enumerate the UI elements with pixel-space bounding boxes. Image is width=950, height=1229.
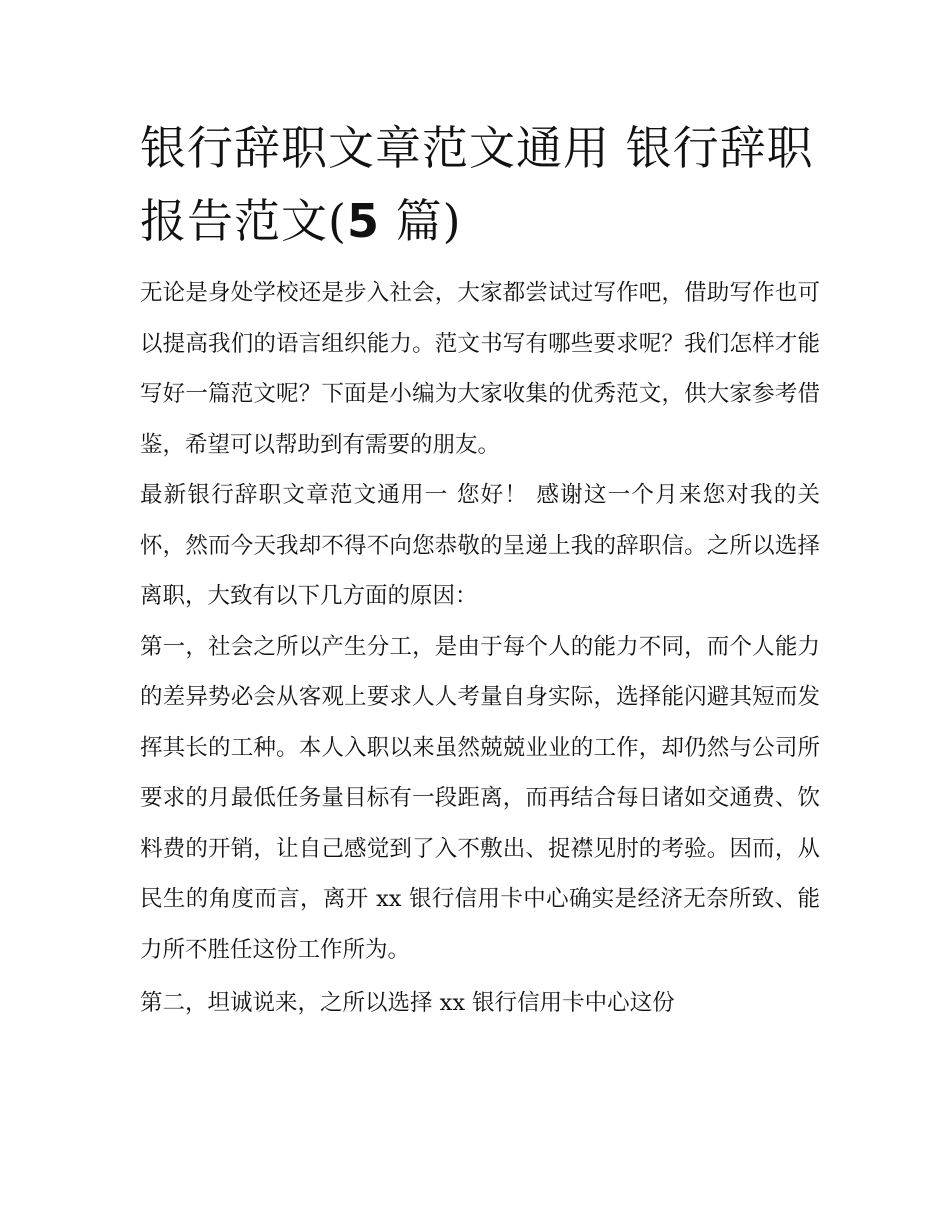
intro-paragraph: 无论是身处学校还是步入社会，大家都尝试过写作吧，借助写作也可以提高我们的语言组织能力。范文书写有哪些要求呢？我们怎样才能写好一篇范文呢？下面是小编为大家收集的优秀范文，供大家参考借鉴，希望可以帮助到有需要的朋友。 <box>140 280 820 458</box>
document-title <box>140 112 820 258</box>
reason-two-paragraph: 第二，坦诚说来，之所以选择 xx 银行信用卡中心这份 <box>140 990 675 1016</box>
title-suffix: 篇) <box>379 194 462 248</box>
title-count: 5 <box>346 194 380 248</box>
title-text: 银行辞职文章范文通用 银行辞职报告范文( <box>140 121 814 248</box>
letter-opening-paragraph: 最新银行辞职文章范文通用一 您好！ 感谢这一个月来您对我的关怀，然而今天我却不得不向您恭敬的呈递上我的辞职信。之所以选择离职，大致有以下几方面的原因： <box>140 482 820 609</box>
reason-one-paragraph: 第一，社会之所以产生分工，是由于每个人的能力不同，而个人能力的差异势必会从客观上要求人人考量自身实际，选择能闪避其短而发挥其长的工种。本人入职以来虽然兢兢业业的工作，却仍然与公司所要求的月最低任务量目标有一段距离，而再结合每日诸如交通费、饮料费的开销，让自己感觉到了入不敷出、捉襟见肘的考验。因而，从民生的角度而言，离开 xx 银行信用卡中心确实是经济无奈所致、能力所不胜任这份工作所为。 <box>140 633 820 963</box>
document-page <box>140 112 820 1029</box>
